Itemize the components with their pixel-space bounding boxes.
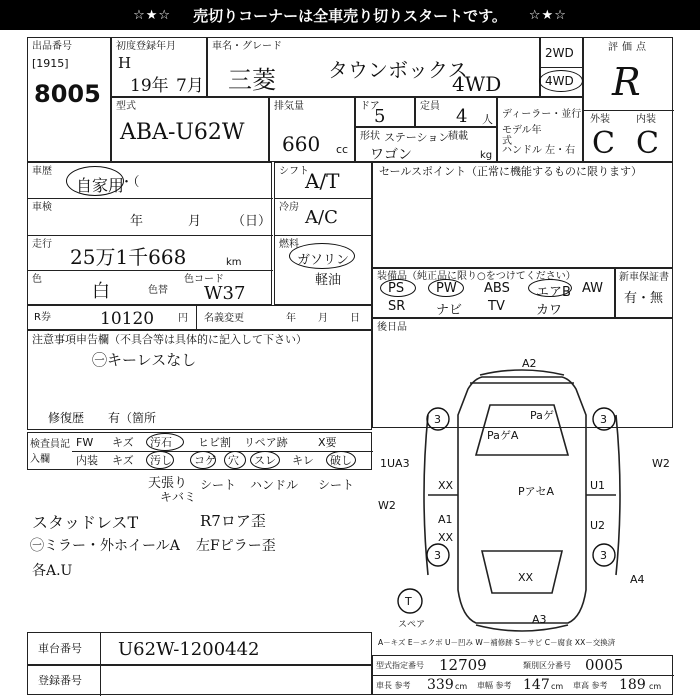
dealer-box <box>497 97 583 162</box>
mark-front-pa-left: PaゲA <box>487 429 519 442</box>
history-block <box>27 162 272 305</box>
drive-divider <box>541 67 584 68</box>
notes-label: 注意事項申告欄（不具合等は具体的に記入して下さい） <box>32 333 307 346</box>
equip-aw: AW <box>582 281 604 296</box>
remark-mirror: ㊀ミラー・外ホイールA <box>30 538 180 554</box>
equip-ps-circle <box>380 279 416 297</box>
equipment-grid <box>378 281 608 317</box>
row2-item: キズ <box>112 454 134 467</box>
spec-class-label: 類別区分番号 <box>523 661 571 670</box>
color-match-label: 色替 <box>148 285 168 296</box>
mark-a4: A4 <box>630 573 645 586</box>
color-label: 色 <box>32 274 42 285</box>
capacity-value: 4 <box>456 106 468 127</box>
mark-handle: ハンドル <box>250 478 299 492</box>
divider <box>100 666 101 696</box>
roof-outline <box>458 377 586 623</box>
spec-wid-value: 147 <box>523 677 550 693</box>
equip-airbag-circle <box>528 279 572 297</box>
lot-box <box>27 37 111 162</box>
spec-type-label: 型式指定番号 <box>376 661 424 670</box>
mark-seat: シート <box>200 478 237 492</box>
sales-point-box <box>372 162 673 268</box>
row2-item: コゲ <box>194 454 216 467</box>
frame-box <box>27 632 372 665</box>
divider <box>72 451 373 452</box>
row1-item: 汚石 <box>150 436 172 449</box>
spec-hgt-unit: cm <box>649 682 662 691</box>
row1-circle <box>146 433 184 451</box>
first-reg-month: 7月 <box>176 76 204 96</box>
shift-label: シフト <box>279 166 309 177</box>
notes-text: ㊀キーレスなし <box>92 351 197 369</box>
divider <box>28 270 273 271</box>
mark-left-xx-2: XX <box>438 531 454 544</box>
mark-sub: キバミ <box>160 490 197 504</box>
drive-box <box>540 37 583 97</box>
inspection-day: （日） <box>232 214 272 229</box>
divider <box>100 633 101 666</box>
recycle-row <box>27 305 372 330</box>
rear-bumper <box>476 625 568 631</box>
after-label: 後日品 <box>377 322 407 333</box>
drive-4wd-circle <box>539 70 583 92</box>
inspection-month: 月 <box>188 214 202 229</box>
first-reg-box <box>111 37 207 97</box>
dealer-label: ディーラー・並行 <box>502 109 582 120</box>
rating-ext: C <box>592 126 615 161</box>
doors-box <box>355 97 415 127</box>
inspection-year: 年 <box>130 214 144 229</box>
capacity-box <box>415 97 497 127</box>
capacity-label: 定員 <box>420 101 440 112</box>
rating-int: C <box>636 126 659 161</box>
mark-a3: A3 <box>532 613 547 626</box>
divider <box>28 235 273 236</box>
doors-label: ドア <box>360 101 380 112</box>
mark-a2: A2 <box>522 357 537 370</box>
mileage-label: 走行 <box>32 239 52 250</box>
row1-item: X要 <box>318 436 337 449</box>
spec-wid-label: 車幅 参考 <box>477 681 512 690</box>
color-value: 白 <box>92 281 110 302</box>
car-drive: 4WD <box>452 72 502 96</box>
equip-navi: ナビ <box>436 303 463 318</box>
row2-circle <box>250 451 280 469</box>
first-reg-era: H <box>118 54 132 72</box>
header-stars-left: ☆★☆ <box>133 7 172 23</box>
recycle-unit: 円 <box>178 313 188 324</box>
inspector-box <box>27 432 372 470</box>
load-label: 積載 <box>448 131 468 142</box>
rating-label: 評価点 <box>608 42 650 53</box>
spec-type-value: 12709 <box>439 656 487 674</box>
ac-label: 冷房 <box>279 202 299 213</box>
row1-item: キズ <box>112 436 134 449</box>
transfer-label: 名義変更 <box>204 313 244 324</box>
body-type-value: ワゴン <box>370 147 412 163</box>
spec-wid-unit: cm <box>551 682 564 691</box>
history-suffix: ・（ <box>120 175 140 190</box>
mark-right-3-top: 3 <box>600 413 607 426</box>
header-title: 売切りコーナーは全車売り切りスタートです。 <box>193 6 507 25</box>
warranty-value: 有・無 <box>624 291 664 306</box>
mark-u1: U1 <box>590 479 606 492</box>
mark-left-3-bottom: 3 <box>434 549 441 562</box>
displacement-label: 排気量 <box>274 101 304 112</box>
inspection-label: 車検 <box>32 202 52 213</box>
row1-item: リペア跡 <box>244 436 288 449</box>
spec-hgt-value: 189 <box>619 677 646 693</box>
mileage-value: 25万1千668 <box>70 245 187 269</box>
displacement-unit: cc <box>336 143 349 156</box>
transfer-day: 日 <box>350 313 360 324</box>
equip-pw: PW <box>436 281 457 296</box>
shift-value: A/T <box>305 169 340 193</box>
divider <box>275 198 373 199</box>
rating-int-label: 内装 <box>636 114 656 125</box>
transfer-month: 月 <box>318 313 328 324</box>
divider <box>275 235 373 236</box>
equip-abs: ABS <box>484 281 510 296</box>
equip-tv: TV <box>488 299 505 314</box>
mark-front-pa-right: Paゲ <box>530 409 554 422</box>
color-code-label: 色コード <box>184 274 224 285</box>
mark-ceiling: 天張り <box>148 476 188 491</box>
model-code-box <box>111 97 269 162</box>
displacement-box <box>269 97 355 162</box>
diagram-legend: A－キズ E－エクボ U－凹み W－補修跡 S－サビ C－腐食 XX－交換済 <box>378 638 616 647</box>
drive-2wd: 2WD <box>545 46 574 60</box>
mark-w2-right: W2 <box>652 457 670 470</box>
rating-divider <box>584 110 674 111</box>
equip-pw-circle <box>428 279 464 297</box>
remark-pillar: 左Fピラー歪 <box>196 538 276 554</box>
fuel-circle <box>289 243 355 269</box>
row2-item: 汚し <box>150 454 172 467</box>
mark-left-3-top: 3 <box>434 413 441 426</box>
spec-len-label: 車長 参考 <box>376 681 411 690</box>
reg-label: 登録番号 <box>38 674 82 687</box>
remark-au: 各A.U <box>32 563 73 579</box>
header-stars-right: ☆★☆ <box>528 7 567 23</box>
body-type-label: 形状 <box>360 131 380 142</box>
row2-item: スレ <box>254 454 276 467</box>
mark-roof-pa: PアセA <box>518 485 555 498</box>
row2-item: 破し <box>330 454 352 467</box>
transfer-year: 年 <box>286 313 296 324</box>
body-type-top: ステーション <box>384 131 450 144</box>
spec-len-value: 339 <box>427 677 454 693</box>
repair-label: 修復歴 <box>48 411 85 425</box>
inspector-row1-label: FW <box>76 436 94 449</box>
spec-class-value: 0005 <box>585 656 624 674</box>
row2-item: 穴 <box>228 454 239 467</box>
row2-circle <box>146 451 174 469</box>
lot-number: 8005 <box>34 80 101 108</box>
right-body <box>616 415 620 575</box>
lot-label: 出品番号 <box>32 41 72 52</box>
mark-left-w2: W2 <box>378 499 396 512</box>
car-model: タウンボックス <box>328 58 468 82</box>
mark-rear-xx: XX <box>518 571 534 584</box>
model-code-label: 型式 <box>116 101 136 112</box>
header-banner <box>0 0 700 30</box>
history-label: 車歴 <box>32 166 52 177</box>
row2-circle <box>326 451 356 469</box>
rating-ext-label: 外装 <box>590 114 610 125</box>
drive-4wd: 4WD <box>545 74 574 88</box>
ac-value: A/C <box>305 207 338 228</box>
equip-ps: PS <box>388 281 405 296</box>
history-circle <box>66 166 124 196</box>
equip-airbag: エアB <box>536 285 571 300</box>
spec-table <box>372 655 673 695</box>
notes-box <box>27 330 372 430</box>
doors-value: 5 <box>374 106 386 127</box>
car-maker: 三菱 <box>228 66 276 94</box>
drivetrain-block <box>274 162 372 305</box>
mark-seat-2: シート <box>318 478 355 492</box>
lot-sub: [1915] <box>32 57 69 70</box>
mark-left-ua3: 1UA3 <box>380 457 410 470</box>
row2-circle <box>190 451 216 469</box>
row2-item: キレ <box>292 454 314 467</box>
spec-hgt-label: 車高 参考 <box>573 681 608 690</box>
mileage-unit: km <box>226 257 242 268</box>
car-name-box <box>207 37 540 97</box>
equip-sr: SR <box>388 299 406 314</box>
history-value: 自家用 <box>76 176 125 195</box>
equipment-label: 装備品（純正品に限り○をつけてください） <box>377 271 576 282</box>
car-name-label: 車名・グレード <box>212 41 282 52</box>
front-bumper <box>480 370 564 375</box>
body-type-box <box>355 127 497 162</box>
load-unit: kg <box>480 150 493 161</box>
fuel-label: 燃料 <box>279 239 299 250</box>
frame-label: 車台番号 <box>38 642 82 655</box>
repair-value: 有（箇所 <box>108 411 157 425</box>
model-year-label: モデル年式 <box>502 125 542 147</box>
remark-rear-lower: R7ロア歪 <box>200 512 266 530</box>
equip-leather: カワ <box>536 303 563 318</box>
mark-left-xx: XX <box>438 479 454 492</box>
warranty-box <box>615 268 673 318</box>
mark-right-3-bottom: 3 <box>600 549 607 562</box>
displacement-value: 660 <box>282 132 321 156</box>
recycle-label: R券 <box>34 312 51 323</box>
mark-u2: U2 <box>590 519 606 532</box>
remark-studless: スタッドレスT <box>32 513 139 532</box>
first-reg-label: 初度登録年月 <box>116 41 176 52</box>
mark-spare-t: T <box>405 595 412 608</box>
rating-value: R <box>612 60 641 104</box>
first-reg-year: 19年 <box>130 76 169 96</box>
rating-box <box>583 37 673 162</box>
divider <box>28 198 273 199</box>
inspector-label: 検査員記入欄 <box>30 439 70 465</box>
mark-a1: A1 <box>438 513 453 526</box>
fuel-alt: 軽油 <box>315 273 342 288</box>
warranty-label: 新車保証書 <box>619 272 669 283</box>
divider <box>373 675 674 676</box>
sales-point-label: セールスポイント（正常に機能するものに限ります） <box>379 165 643 178</box>
color-code: W37 <box>204 283 246 304</box>
frame-value: U62W-1200442 <box>118 639 260 660</box>
handle-label: ハンドル 左・右 <box>502 145 576 156</box>
inspector-row2-label: 内装 <box>76 454 98 467</box>
fuel-value: ガソリン <box>297 253 350 268</box>
row2-circle <box>224 451 246 469</box>
spec-len-unit: cm <box>455 682 468 691</box>
vehicle-diagram <box>372 355 673 655</box>
model-code-value: ABA-U62W <box>120 120 245 145</box>
divider <box>196 306 197 331</box>
row1-item: ヒビ割 <box>198 436 231 449</box>
spare-label: スペア <box>398 620 426 630</box>
capacity-unit: 人 <box>482 113 493 126</box>
reg-box <box>27 665 372 695</box>
recycle-value: 10120 <box>100 309 155 329</box>
